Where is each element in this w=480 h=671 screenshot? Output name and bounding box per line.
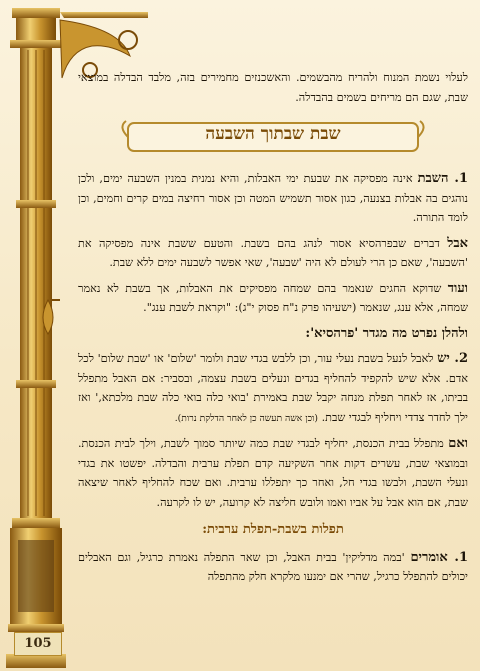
paragraph-3: [78, 279, 468, 318]
subheading-arvit: תפלות בשבת-תפלת ערבית:: [202, 522, 344, 537]
paragraph-6-text: 'במה מדליקין' בבית האבל, וכן שאר התפלה נאמרת כרגיל, וגם האבלים יכולים להתפלל כרגיל, שהרי אם ימנעו מלקרא חלק מהתפלה: [78, 550, 468, 583]
paragraph-5: [78, 434, 468, 512]
paragraph-5-lead: ואם: [448, 436, 468, 451]
paragraph-1-lead: 1. השבת: [417, 171, 468, 186]
intro-paragraph: לעלוי נשמת המנוח ולהריח מהבשמים. והאשכנזים מחמירים בזה, מלבד הבדלה במוצאי שבת, שגם הם מריחים בשמים בהבדלה.: [78, 71, 468, 104]
paragraph-1-text: אינה מפסיקה את שבעת ימי האבלות, והיא נמנית במנין השבעה ימים, ולכן נוהגים בה אבלות בצנעה, כגון אסור תשמיש המטה וכן אסור רחיצה במים קרים וחמים, וכן לומד התורה.: [78, 172, 468, 224]
paragraph-3-lead: ועוד: [447, 280, 468, 296]
paragraph-1: [78, 169, 468, 228]
paragraph-4: [78, 349, 468, 428]
section-banner: [78, 117, 468, 157]
paragraph-4-text: לאבל לנעל בשבת נעלי עור, וכן ללבש בגדי שבת ולומר 'שלום' או 'שבת שלום' לכל אדם. אלא שיש להקפיד להחליף בגדים ונעלים בשבת עצמה, ובסביר: אם האבל מתפלל בביתו, אז לאחר תפלת מנחה יקבל שבת באמירת 'בואי כלה בואי כלה שבת מלכתא,' ואז ילך לחדר צדדי ויחליף לבגדי שבת.: [78, 352, 468, 424]
page-number: 105: [14, 632, 62, 656]
paragraph-4-lead: 2. יש: [437, 351, 468, 366]
document-body: [78, 68, 468, 668]
paragraph-6-lead: 1. אומרים: [410, 549, 468, 565]
paragraph-4-note: (וכן אשה תעשה כן לאחר הדלקת נרות).: [174, 412, 318, 424]
paragraph-5-text: מתפלל בבית הכנסת, יחליף לבגדי שבת כמה שיותר סמוך לשבת, וילך לבית הכנסת. ובמוצאי שבת, עשרים דקות אחר השקיעה קדם תפלת ערבית והבדלה. יפשטו את בגדי ונעלי השבת, ולבשו בגדי חל, ואחר כך יתפללו ערבית. ואם שכח להחליף לאחר שיצאה שבת, אם הוא אבל על אביו ואמו ולובש חליצה לא קרועה, יש לו לקרעה.: [78, 437, 468, 509]
subheading-parhesya: ולהלן נפרט מה מגדר 'פרהסיא':: [305, 325, 468, 341]
paragraph-2-text: דברים שבפרהסיא אסור לנהג בהם בשבת. והטעם ששבת אינה מפסיקה את 'השבעה', שאם כן הרי לעולם לא היה 'שבעה', שאי אפשר לשבעה ימים ללא שבת.: [78, 236, 468, 269]
paragraph-3-text: שדוקא החגים שנאמר בהם שמחה מפסיקים את האבלות, אך בשבת לא נאמר שמחה, אלא ענג, שנאמר (ישעיהו פרק נ"ח פסוק י"ג): "וקראת לשבת ענג".: [78, 281, 468, 314]
section-title: שבת שבתוך השבעה: [205, 124, 341, 144]
paragraph-6: [78, 548, 468, 587]
paragraph-2-lead: אבל: [447, 235, 468, 251]
paragraph-2: [78, 234, 468, 273]
